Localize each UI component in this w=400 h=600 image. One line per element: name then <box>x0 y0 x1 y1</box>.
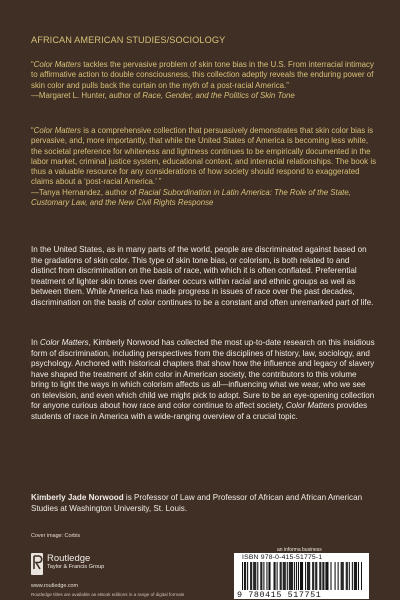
description-paragraph-2: In Color Matters, Kimberly Norwood has collected the most up-to-date research on this insidious form of discrimination, including perspectives from the disciplines of history, law, sociology, and psychology. Anchored with historical chapters that show how the influence and legacy of slavery have shaped the treatment of skin color in American society, the contributors to this volume bring to light the ways in which colorism affects us all—influencing what we wear, who we see on television, and even which child we might pick to adopt. Sure to be an eye-opening collection for anyone curious about how race and color continue to affect society, Color Matters provides students of race in America with a wide-ranging overview of a crucial topic. <box>31 338 375 421</box>
barcode-bar <box>349 562 350 590</box>
barcode-bar <box>292 562 293 590</box>
quote-book-title: Color Matters <box>33 126 81 135</box>
barcode-bar <box>261 562 262 590</box>
barcode-bar <box>347 562 348 590</box>
author-name: Kimberly Jade Norwood <box>31 493 124 502</box>
barcode-bar <box>302 562 303 590</box>
barcode-bar <box>361 562 362 590</box>
quote-text: tackles the pervasive problem of skin tone bias in the U.S. From interracial intimacy to affirmative action to double consciousness, this collection adeptly reveals the enduring power of skin color and pulls back the curtain on the myth of a post-racial America.” <box>31 60 374 90</box>
barcode-bar <box>355 562 356 590</box>
barcode-bar <box>358 562 359 590</box>
barcode-bar <box>289 562 290 590</box>
barcode-bar <box>335 562 336 590</box>
barcode-bar <box>253 562 254 590</box>
barcode-bar <box>325 562 326 590</box>
barcode-bar <box>322 562 323 590</box>
barcode-bar <box>281 562 282 590</box>
barcode-bar <box>274 562 275 590</box>
barcode-bar <box>342 562 343 590</box>
barcode-bar <box>341 562 342 590</box>
barcode-bar <box>330 562 331 590</box>
barcode-bar <box>285 562 286 590</box>
category-label: AFRICAN AMERICAN STUDIES/SOCIOLOGY <box>31 35 226 45</box>
publisher-block <box>47 553 104 571</box>
barcode-bar <box>255 562 256 590</box>
barcode-bar <box>356 562 357 590</box>
barcode-bar <box>307 562 308 590</box>
barcode-bar <box>346 562 347 590</box>
barcode-bar <box>291 562 292 590</box>
barcode-bar <box>277 562 278 590</box>
quote-author: —Margaret L. Hunter, author of <box>31 90 143 100</box>
barcode-bar <box>275 562 276 590</box>
barcode-bar <box>305 562 306 590</box>
barcode-bar <box>326 562 327 590</box>
barcode-bar <box>315 562 316 590</box>
barcode-bar <box>245 562 246 590</box>
barcode-bar <box>250 562 251 590</box>
barcode-icon <box>242 562 362 590</box>
barcode-bar <box>300 562 301 590</box>
barcode-bar <box>268 562 269 590</box>
author-bio: Kimberly Jade Norwood is Professor of Law and Professor of African and African American Studies at Washington University, St. Louis. <box>31 493 363 513</box>
quote-text: is a comprehensive collection that persuasively demonstrates that skin color bias is pervasive, and, more importantly, that while the United States of America is becoming less white, the societal preference for whiteness and lightness continues to be empirically documented in the labor market, criminal justice system, educational context, and interracial relationships. The book is thus a valuable resource for any considerations of how society should respond to exaggerated claims about a ‘post-racial America.’ ” <box>31 126 377 187</box>
barcode-bar <box>309 562 310 590</box>
barcode-bar <box>284 562 285 590</box>
barcode-bar <box>280 562 281 590</box>
barcode-bar <box>269 562 270 590</box>
barcode-bar <box>266 562 267 590</box>
barcode-bar <box>287 562 288 590</box>
routledge-logo-icon <box>31 553 43 575</box>
endorsement-quote-1: “Color Matters tackles the pervasive problem of skin tone bias in the U.S. From interracial intimacy to affirmative action to double consciousness, this collection adeptly reveals the enduring power of skin color and pulls back the curtain on the myth of a post-racial America.” —Margaret L. Hunter, author of Race, Gender, and the Politics of Skin Tone <box>31 60 374 100</box>
isbn-barcode-block <box>234 553 369 599</box>
publisher-name: Routledge <box>47 553 91 564</box>
barcode-bar <box>260 562 261 590</box>
barcode-bar <box>316 562 317 590</box>
informa-label: an informa business <box>277 547 322 553</box>
description-paragraph-1: In the United States, as in many parts of the world, people are discriminated against based on the gradations of skin color. This type of skin tone bias, or colorism, is both related to and distinct from discrimination on the basis of race, with which it is often conflated. Preferential treatment of lighter skin tones over darker occurs within racial and ethnic groups as well as between them. While America has made progress in issues of race over the past decades, discrimination on the basis of color continues to be a constant and often unremarked part of life. <box>31 245 374 307</box>
isbn-number: ISBN 978-0-415-51775-1 <box>242 554 323 561</box>
barcode-bar <box>296 562 297 590</box>
barcode-bar <box>242 562 243 590</box>
barcode-bar <box>251 562 252 590</box>
quote-book-title: Color Matters <box>33 60 81 69</box>
barcode-bar <box>257 562 258 590</box>
barcode-bar <box>343 562 344 590</box>
ebook-footer-note: Routledge titles are available as eBook editions in a range of digital formats <box>31 592 185 597</box>
barcode-bar <box>352 562 353 590</box>
inline-book-title: Color Matters <box>285 401 335 410</box>
barcode-bar <box>301 562 302 590</box>
barcode-bar <box>254 562 255 590</box>
barcode-bar <box>247 562 248 590</box>
barcode-bar <box>294 562 295 590</box>
barcode-bar <box>244 562 245 590</box>
barcode-bar <box>327 562 328 590</box>
quote-author-work: Racial Subordination in Latin America: The Role of the State, Customary Law, and the New Civil Rights Response <box>31 187 351 208</box>
barcode-bar <box>323 562 324 590</box>
quote-author: —Tanya Hernandez, author of <box>31 187 139 197</box>
barcode-bar <box>320 562 321 590</box>
barcode-bar <box>263 562 264 590</box>
inline-book-title: Color Matters <box>40 338 89 347</box>
barcode-digits: 9 780415 517751 <box>237 590 322 600</box>
barcode-bar <box>298 562 299 590</box>
barcode-bar <box>313 562 314 590</box>
cover-image-credit: Cover image: Corbis <box>31 533 81 539</box>
quote-author-work: Race, Gender, and the Politics of Skin Tone <box>142 90 295 100</box>
barcode-bar <box>290 562 291 590</box>
publisher-subtitle: Taylor & Francis Group <box>47 564 105 570</box>
barcode-bar <box>283 562 284 590</box>
barcode-bar <box>312 562 313 590</box>
barcode-bar <box>319 562 320 590</box>
barcode-bar <box>338 562 339 590</box>
endorsement-quote-2: “Color Matters is a comprehensive collection that persuasively demonstrates that skin color bias is pervasive, and, more importantly, that while the United States of America is becoming less white, the societal preference for whiteness and lightness continues to be empirically documented in the labor market, criminal justice system, educational context, and interracial relationships. The book is thus a valuable resource for any considerations of how society should respond to exaggerated claims about a ‘post-racial America.’ ” —Tanya Hernandez, author of Racial Subordination in Latin America: The Role of the State, Customary Law, and the New Civil Rights Response <box>31 126 377 208</box>
barcode-bar <box>354 562 355 590</box>
barcode-bar <box>308 562 309 590</box>
publisher-website: www.routledge.com <box>31 583 79 589</box>
